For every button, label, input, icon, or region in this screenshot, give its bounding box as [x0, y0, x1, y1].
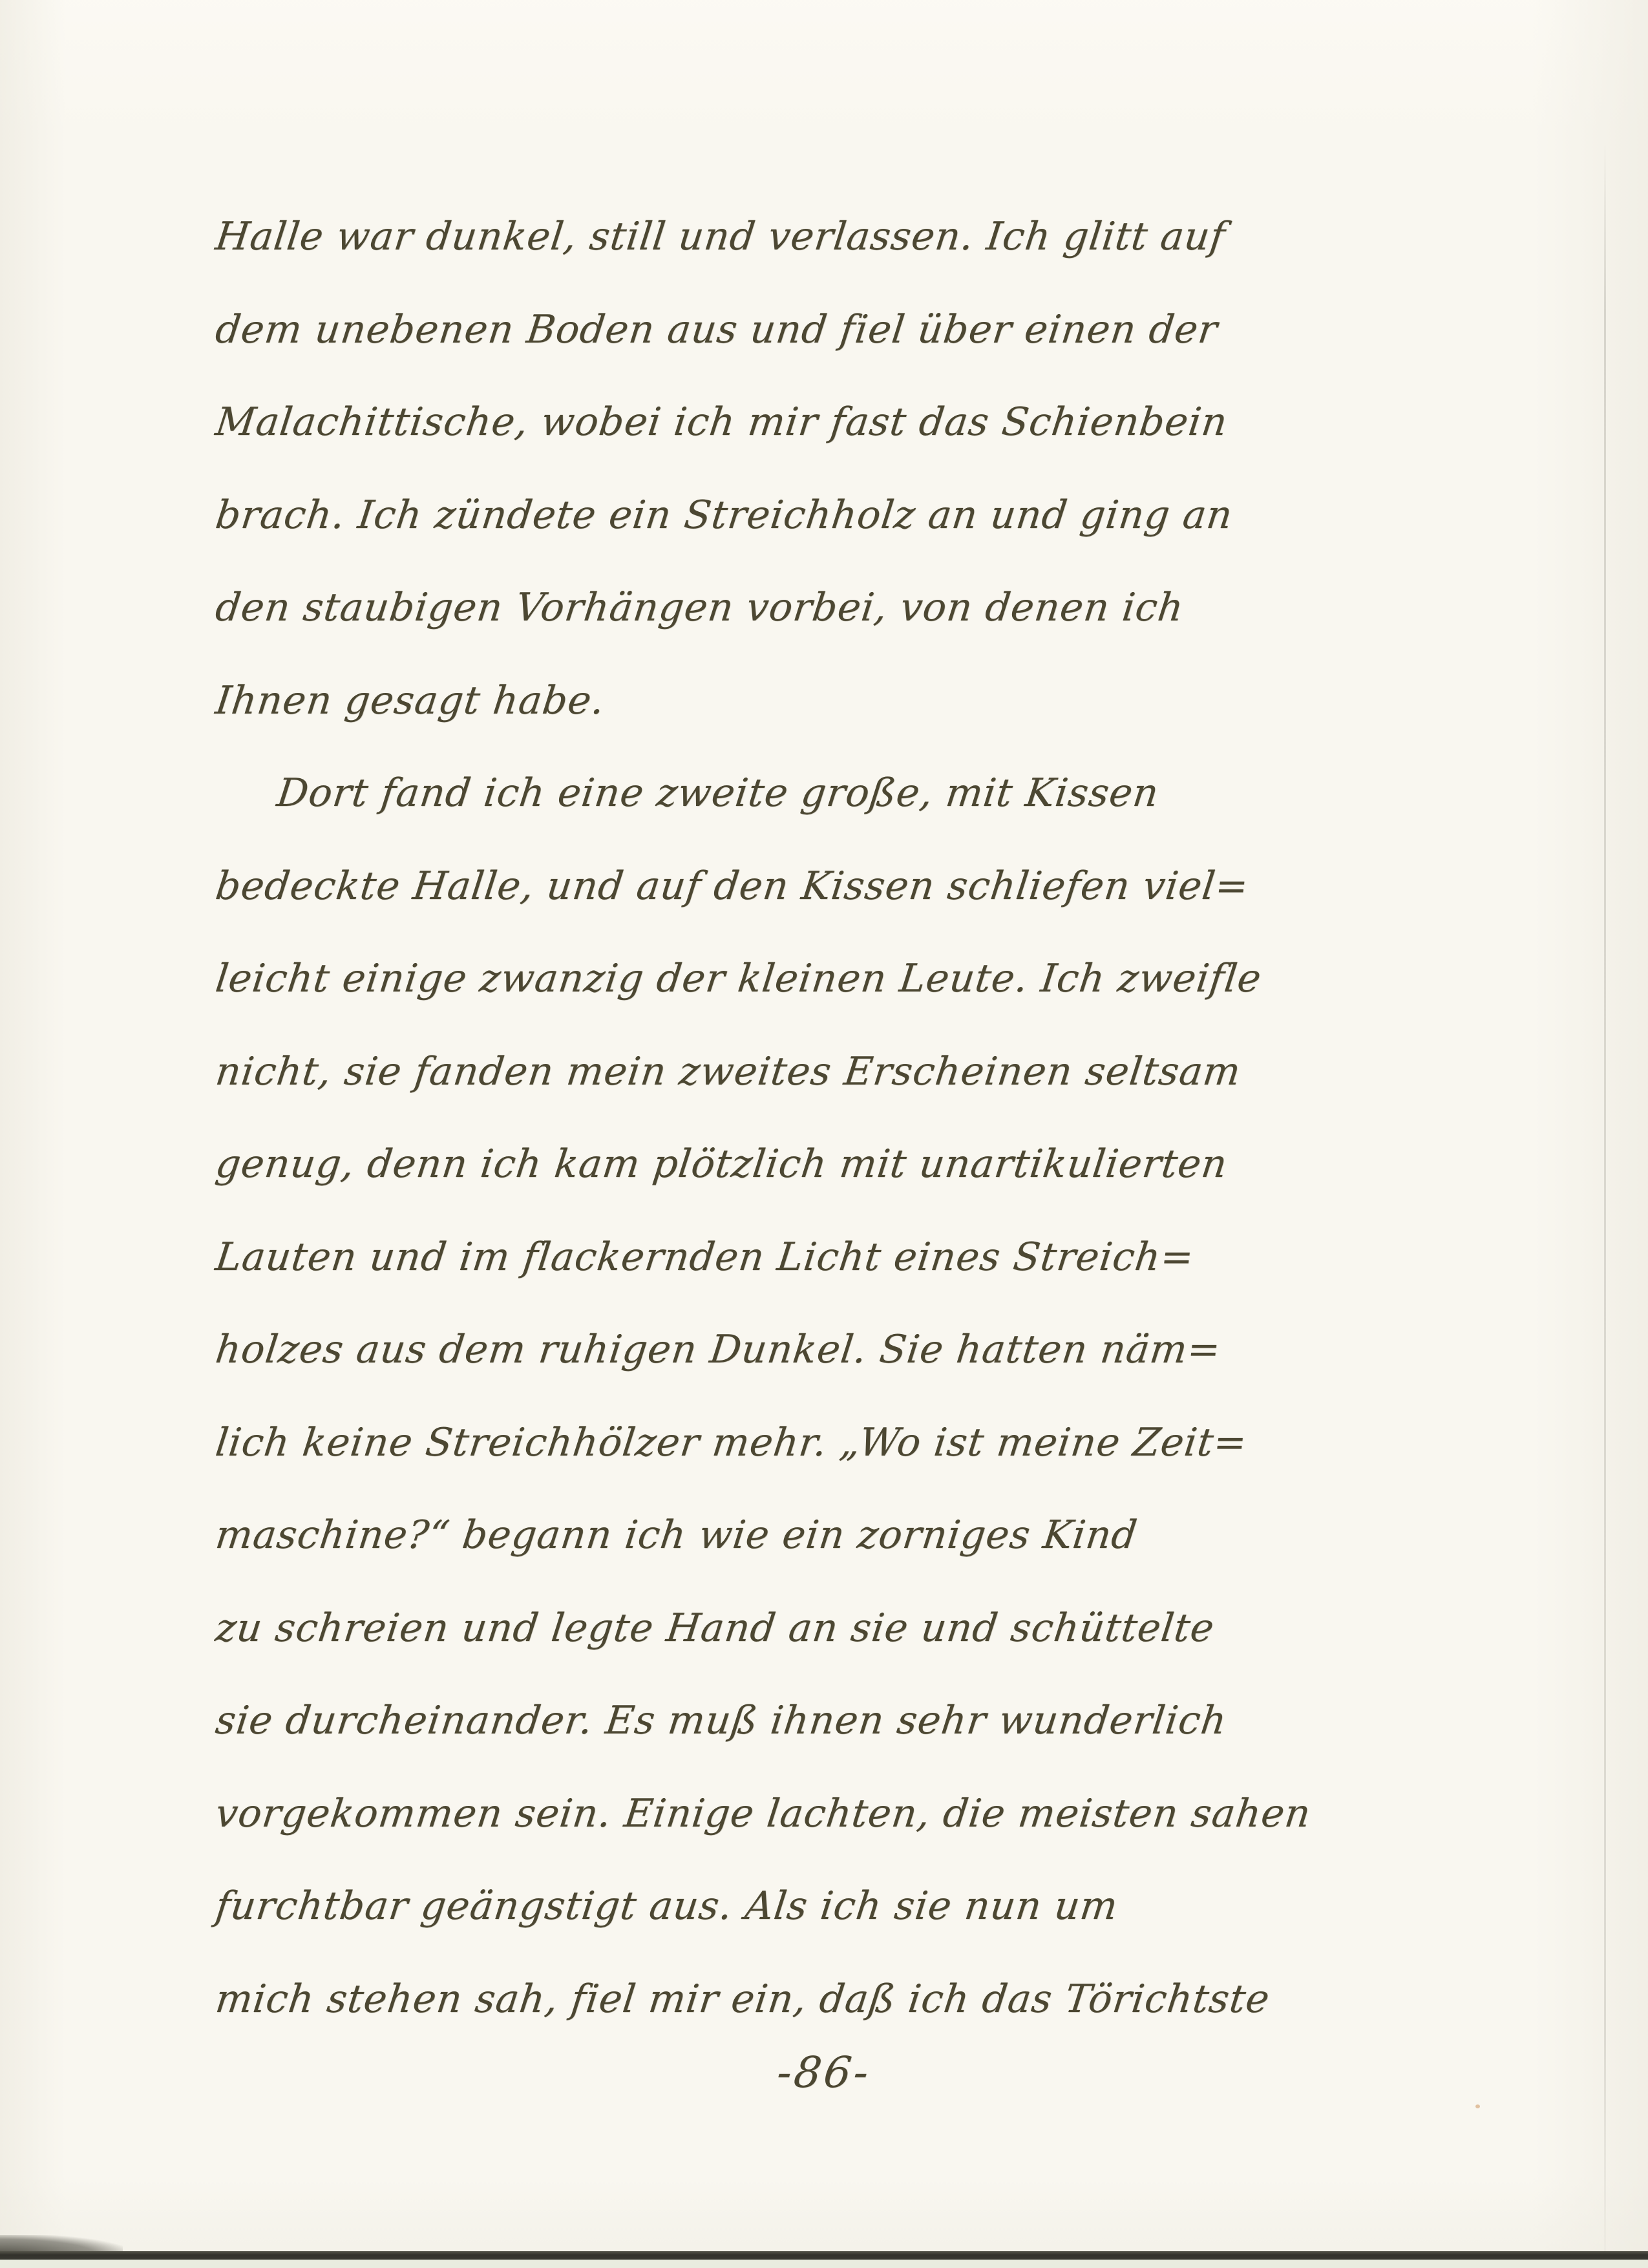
handwritten-line: Malachittische, wobei ich mir fast das Schienbein	[213, 399, 1231, 445]
handwritten-line: holzes aus dem ruhigen Dunkel. Sie hatten näm=	[213, 1327, 1223, 1372]
handwritten-line: sie durcheinander. Es muß ihnen sehr wunderlich	[213, 1698, 1230, 1743]
handwritten-line-paragraph-start: Dort fand ich eine zweite große, mit Kissen	[274, 770, 1162, 816]
page-number: -86-	[774, 2048, 874, 2097]
handwritten-line: Lauten und im flackernden Licht eines Streich=	[213, 1234, 1197, 1280]
handwritten-line: zu schreien und legte Hand an sie und schüttelte	[213, 1605, 1217, 1651]
handwritten-line: vorgekommen sein. Einige lachten, die meisten sahen	[213, 1790, 1314, 1836]
scan-edge-artifact-dark	[0, 2251, 1648, 2260]
handwritten-line: leicht einige zwanzig der kleinen Leute. Ich zweifle	[213, 956, 1264, 1001]
handwritten-line: bedeckte Halle, und auf den Kissen schliefen viel=	[213, 863, 1252, 909]
handwritten-line: lich keine Streichhölzer mehr. „Wo ist meine Zeit=	[213, 1419, 1250, 1465]
handwritten-line: Ihnen gesagt habe.	[213, 677, 607, 723]
handwritten-line: furchtbar geängstigt aus. Als ich sie nun um	[213, 1883, 1121, 1929]
handwritten-line: mich stehen sah, fiel mir ein, daß ich das Törichtste	[213, 1976, 1273, 2022]
handwritten-line: dem unebenen Boden aus und fiel über einen der	[213, 306, 1221, 352]
scan-crease-line	[1604, 142, 1606, 2252]
handwritten-line: genug, denn ich kam plötzlich mit unartikulierten	[213, 1141, 1231, 1187]
scan-edge-artifact-light	[0, 2260, 1648, 2268]
handwritten-line: maschine?“ begann ich wie ein zorniges Kind	[213, 1512, 1140, 1558]
paper-speck	[1475, 2104, 1480, 2108]
handwritten-line: brach. Ich zündete ein Streichholz an und ging an	[213, 492, 1236, 538]
manuscript-text-block	[210, 191, 1367, 2046]
handwritten-line: den staubigen Vorhängen vorbei, von denen ich	[213, 585, 1187, 630]
handwritten-line: Halle war dunkel, still und verlassen. Ich glitt auf	[213, 214, 1228, 259]
handwritten-line: nicht, sie fanden mein zweites Erscheinen seltsam	[213, 1048, 1243, 1094]
